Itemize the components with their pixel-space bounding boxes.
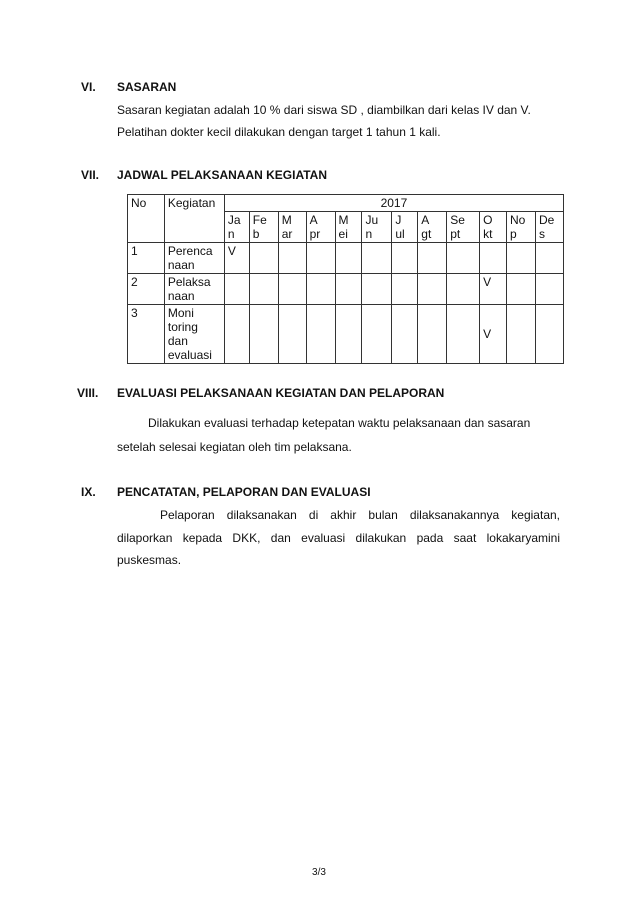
section-vii-title: JADWAL PELAKSANAAN KEGIATAN bbox=[117, 168, 328, 182]
month-header-part: O bbox=[483, 213, 493, 227]
month-header-part: gt bbox=[421, 227, 432, 241]
schedule-mark bbox=[535, 305, 563, 364]
month-header-part: s bbox=[538, 227, 545, 241]
schedule-mark bbox=[392, 274, 418, 305]
schedule-mark bbox=[392, 305, 418, 364]
section-ix-number: IX. bbox=[81, 485, 96, 499]
section-viii-line-2: setelah selesai kegiatan oleh tim pelaksana. bbox=[117, 440, 352, 454]
month-header bbox=[362, 212, 392, 243]
schedule-mark bbox=[335, 243, 362, 274]
month-header bbox=[278, 212, 306, 243]
schedule-mark bbox=[447, 243, 480, 274]
schedule-table-body bbox=[128, 195, 564, 364]
header-year: 2017 bbox=[224, 195, 563, 212]
month-header bbox=[392, 212, 418, 243]
section-ix-title: PENCATATAN, PELAPORAN DAN EVALUASI bbox=[117, 485, 371, 499]
row-activity-part: naan bbox=[167, 258, 195, 272]
schedule-mark bbox=[392, 243, 418, 274]
month-header-part: kt bbox=[483, 227, 493, 241]
month-header-part: J bbox=[395, 213, 402, 227]
schedule-header-row bbox=[128, 195, 564, 212]
row-activity-part: naan bbox=[167, 289, 195, 303]
schedule-mark bbox=[335, 274, 362, 305]
row-activity bbox=[164, 274, 224, 305]
schedule-mark bbox=[224, 274, 249, 305]
section-vii-number: VII. bbox=[81, 168, 100, 182]
schedule-mark bbox=[278, 274, 306, 305]
month-header-part: A bbox=[421, 213, 430, 227]
month-header-part: p bbox=[510, 227, 517, 241]
row-activity-part: toring bbox=[167, 320, 198, 334]
month-header bbox=[224, 212, 249, 243]
schedule-mark bbox=[535, 243, 563, 274]
schedule-table bbox=[127, 194, 564, 364]
schedule-mark bbox=[535, 274, 563, 305]
schedule-row bbox=[128, 274, 564, 305]
schedule-mark bbox=[447, 274, 480, 305]
schedule-mark bbox=[249, 274, 278, 305]
month-header bbox=[335, 212, 362, 243]
schedule-mark bbox=[480, 243, 507, 274]
section-ix-line-1: Pelaporan dilaksanakan di akhir bulan dilaksanakannya kegiatan, bbox=[160, 508, 560, 522]
schedule-mark bbox=[278, 243, 306, 274]
row-number: 1 bbox=[128, 243, 165, 274]
schedule-mark bbox=[447, 305, 480, 364]
schedule-mark bbox=[249, 305, 278, 364]
section-viii-number: VIII. bbox=[77, 386, 99, 400]
month-header bbox=[249, 212, 278, 243]
row-number: 3 bbox=[128, 305, 165, 364]
month-header bbox=[535, 212, 563, 243]
month-header bbox=[447, 212, 480, 243]
schedule-mark bbox=[418, 274, 447, 305]
section-vi-line-1: Sasaran kegiatan adalah 10 % dari siswa SD , diambilkan dari kelas IV dan V. bbox=[117, 103, 531, 117]
row-activity-part: dan bbox=[167, 334, 188, 348]
month-header-part: M bbox=[281, 213, 292, 227]
schedule-mark bbox=[362, 243, 392, 274]
schedule-row bbox=[128, 305, 564, 364]
month-header-part: n bbox=[227, 227, 235, 241]
schedule-mark bbox=[335, 305, 362, 364]
schedule-mark bbox=[362, 305, 392, 364]
month-header-part: ul bbox=[395, 227, 405, 241]
schedule-mark bbox=[507, 274, 536, 305]
month-header-part: Ja bbox=[227, 213, 241, 227]
schedule-mark: V bbox=[480, 274, 507, 305]
row-activity-part: evaluasi bbox=[167, 348, 212, 362]
section-vi-title: SASARAN bbox=[117, 80, 177, 94]
schedule-mark bbox=[278, 305, 306, 364]
row-number: 2 bbox=[128, 274, 165, 305]
row-activity-part: Perenca bbox=[167, 244, 213, 258]
schedule-mark: V bbox=[224, 243, 249, 274]
month-header-part: b bbox=[252, 227, 260, 241]
schedule-mark bbox=[362, 274, 392, 305]
schedule-mark bbox=[249, 243, 278, 274]
month-header-part: De bbox=[538, 213, 555, 227]
month-header-part: A bbox=[309, 213, 318, 227]
month-header bbox=[418, 212, 447, 243]
section-viii-title: EVALUASI PELAKSANAAN KEGIATAN DAN PELAPORAN bbox=[117, 386, 445, 400]
schedule-mark bbox=[507, 305, 536, 364]
schedule-row bbox=[128, 243, 564, 274]
schedule-mark bbox=[418, 243, 447, 274]
section-viii-line-1: Dilakukan evaluasi terhadap ketepatan waktu pelaksanaan dan sasaran bbox=[148, 416, 531, 430]
row-activity-part: Moni bbox=[167, 306, 194, 320]
schedule-mark bbox=[306, 274, 335, 305]
row-activity bbox=[164, 243, 224, 274]
row-activity-part: Pelaksa bbox=[167, 275, 211, 289]
month-header-part: No bbox=[510, 213, 526, 227]
section-vi-number: VI. bbox=[81, 80, 96, 94]
month-header-part: pr bbox=[309, 227, 321, 241]
row-activity bbox=[164, 305, 224, 364]
month-header-part: Ju bbox=[365, 213, 379, 227]
schedule-mark bbox=[507, 243, 536, 274]
schedule-mark bbox=[418, 305, 447, 364]
month-header bbox=[306, 212, 335, 243]
month-header-part: ar bbox=[281, 227, 293, 241]
month-header-part: Se bbox=[450, 213, 465, 227]
header-kegiatan: Kegiatan bbox=[164, 195, 224, 243]
schedule-mark bbox=[224, 305, 249, 364]
month-header bbox=[480, 212, 507, 243]
header-no: No bbox=[128, 195, 165, 243]
month-header-part: ei bbox=[338, 227, 348, 241]
month-header bbox=[507, 212, 536, 243]
section-ix-line-3: puskesmas. bbox=[117, 553, 182, 567]
section-vi-line-2: Pelatihan dokter kecil dilakukan dengan target 1 tahun 1 kali. bbox=[117, 125, 441, 139]
month-header-part: n bbox=[365, 227, 373, 241]
schedule-mark bbox=[306, 305, 335, 364]
section-ix-line-2: dilaporkan kepada DKK, dan evaluasi dilakukan pada saat lokakaryamini bbox=[117, 531, 560, 545]
month-header-part: pt bbox=[450, 227, 461, 241]
schedule-mark: V bbox=[480, 305, 507, 364]
month-header-part: M bbox=[338, 213, 349, 227]
month-header-part: Fe bbox=[252, 213, 267, 227]
schedule-mark bbox=[306, 243, 335, 274]
page-number: 3/3 bbox=[312, 867, 326, 878]
